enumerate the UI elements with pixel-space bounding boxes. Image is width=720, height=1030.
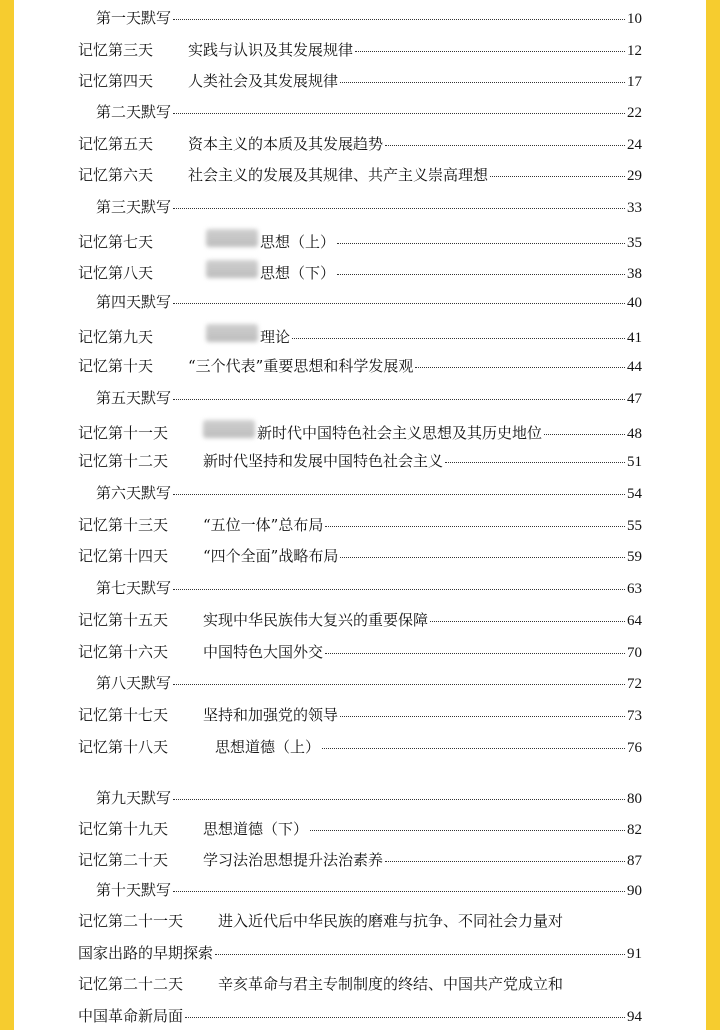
entry-title: 第三天默写	[96, 198, 172, 216]
redacted-block	[206, 324, 258, 342]
entry-day-label: 记忆第二十一天	[78, 912, 184, 930]
leader-dots	[185, 1017, 625, 1018]
toc-entry[interactable]	[78, 165, 642, 186]
entry-title: 资本主义的本质及其发展趋势	[188, 135, 384, 153]
leader-dots	[173, 303, 625, 304]
leader-dots	[430, 621, 625, 622]
page-number: 48	[627, 426, 642, 442]
entry-title-line2: 中国革命新局面	[78, 1007, 184, 1025]
entry-day-label: 记忆第四天	[78, 72, 154, 90]
toc-entry[interactable]	[78, 420, 642, 444]
page-number: 91	[627, 946, 642, 962]
toc-entry[interactable]	[78, 546, 642, 567]
leader-dots	[292, 338, 625, 339]
leader-dots	[215, 954, 625, 955]
page-number: 17	[627, 74, 642, 90]
page-number: 73	[627, 708, 642, 724]
toc-entry[interactable]	[78, 788, 642, 809]
toc-entry[interactable]	[78, 819, 642, 840]
toc-entry[interactable]	[78, 388, 642, 409]
toc-entry[interactable]	[78, 880, 642, 901]
entry-title: 新时代坚持和发展中国特色社会主义	[203, 452, 444, 470]
leader-dots	[337, 243, 625, 244]
leader-dots	[173, 19, 625, 20]
leader-dots	[173, 113, 625, 114]
toc-entry[interactable]	[78, 356, 642, 377]
entry-day-label: 记忆第八天	[78, 264, 154, 282]
leader-dots	[385, 145, 625, 146]
page-number: 63	[627, 581, 642, 597]
entry-day-label: 记忆第二十天	[78, 851, 169, 869]
page-number: 54	[627, 486, 642, 502]
toc-entry[interactable]	[78, 71, 642, 92]
redacted-block	[206, 229, 258, 247]
toc-entry[interactable]	[78, 229, 642, 253]
leader-dots	[544, 434, 625, 435]
entry-title: 思想（下）	[260, 264, 336, 282]
entry-title: 中国特色大国外交	[203, 643, 324, 661]
entry-title: 新时代中国特色社会主义思想及其历史地位	[257, 424, 543, 442]
right-accent-bar	[706, 0, 720, 1030]
entry-title: “四个全面”战略布局	[203, 547, 339, 565]
page-number: 44	[627, 359, 642, 375]
entry-title: 第七天默写	[96, 579, 172, 597]
left-accent-bar	[0, 0, 14, 1030]
toc-entry[interactable]	[78, 911, 642, 964]
toc-entry[interactable]	[78, 610, 642, 631]
entry-day-label: 记忆第十天	[78, 357, 154, 375]
entry-title: 人类社会及其发展规律	[188, 72, 339, 90]
leader-dots	[173, 684, 625, 685]
page-number: 70	[627, 645, 642, 661]
entry-title: 思想（上）	[260, 233, 336, 251]
entry-title: 坚持和加强党的领导	[203, 706, 339, 724]
toc-entry[interactable]	[78, 705, 642, 726]
entry-day-label: 记忆第十八天	[78, 738, 169, 756]
toc-entry[interactable]	[78, 737, 642, 758]
entry-day-label: 记忆第十九天	[78, 820, 169, 838]
page-number: 87	[627, 853, 642, 869]
leader-dots	[490, 176, 625, 177]
redacted-block	[206, 260, 258, 278]
entry-title: 思想道德（下）	[203, 820, 309, 838]
entry-day-label: 记忆第七天	[78, 233, 154, 251]
page-number: 35	[627, 235, 642, 251]
leader-dots	[340, 82, 625, 83]
page-number: 80	[627, 791, 642, 807]
page-number: 64	[627, 613, 642, 629]
entry-day-label: 记忆第三天	[78, 41, 154, 59]
page-number: 40	[627, 295, 642, 311]
entry-title: 第二天默写	[96, 103, 172, 121]
page-number: 76	[627, 740, 642, 756]
redacted-block	[203, 420, 255, 438]
entry-title: 实践与认识及其发展规律	[188, 41, 354, 59]
leader-dots	[415, 367, 625, 368]
entry-day-label: 记忆第十三天	[78, 516, 169, 534]
entry-title: 学习法治思想提升法治素养	[203, 851, 384, 869]
toc-entry[interactable]	[78, 642, 642, 663]
entry-title: 第六天默写	[96, 484, 172, 502]
toc-entry[interactable]	[78, 578, 642, 599]
page-number: 22	[627, 105, 642, 121]
page-number: 24	[627, 137, 642, 153]
entry-title: 第一天默写	[96, 9, 172, 27]
toc-entry[interactable]	[78, 483, 642, 504]
entry-title: 第十天默写	[96, 881, 172, 899]
toc-entry[interactable]	[78, 974, 642, 1027]
entry-title: 第四天默写	[96, 293, 172, 311]
page-number: 90	[627, 883, 642, 899]
entry-day-label: 记忆第二十二天	[78, 975, 184, 993]
leader-dots	[445, 462, 625, 463]
entry-day-label: 记忆第十七天	[78, 706, 169, 724]
page-number: 55	[627, 518, 642, 534]
leader-dots	[173, 891, 625, 892]
toc-entry[interactable]	[78, 102, 642, 123]
entry-title: 实现中华民族伟大复兴的重要保障	[203, 611, 429, 629]
entry-title: 理论	[260, 328, 291, 346]
entry-title: 第九天默写	[96, 789, 172, 807]
leader-dots	[173, 208, 625, 209]
entry-day-label: 记忆第十一天	[78, 424, 169, 442]
entry-title-line1: 进入近代后中华民族的磨难与抗争、不同社会力量对	[218, 912, 564, 930]
entry-day-label: 记忆第十四天	[78, 547, 169, 565]
leader-dots	[325, 526, 625, 527]
page-number: 41	[627, 330, 642, 346]
leader-dots	[173, 589, 625, 590]
toc-entry[interactable]	[78, 40, 642, 61]
toc-entry[interactable]	[78, 8, 642, 29]
entry-day-label: 记忆第六天	[78, 166, 154, 184]
page-number: 51	[627, 454, 642, 470]
leader-dots	[385, 861, 625, 862]
leader-dots	[310, 830, 625, 831]
page-number: 82	[627, 822, 642, 838]
toc-entry[interactable]	[78, 260, 642, 284]
entry-day-label: 记忆第九天	[78, 328, 154, 346]
leader-dots	[337, 274, 625, 275]
page-number: 38	[627, 266, 642, 282]
toc-entry[interactable]	[78, 515, 642, 536]
entry-day-label: 记忆第五天	[78, 135, 154, 153]
page-number: 59	[627, 549, 642, 565]
page-number: 12	[627, 43, 642, 59]
entry-title: “五位一体”总布局	[203, 516, 324, 534]
toc-entry[interactable]	[78, 324, 642, 348]
page-number: 72	[627, 676, 642, 692]
toc-entry[interactable]	[78, 197, 642, 218]
page-number: 29	[627, 168, 642, 184]
leader-dots	[173, 799, 625, 800]
entry-title-line2: 国家出路的早期探索	[78, 944, 214, 962]
toc-entry[interactable]	[78, 673, 642, 694]
page-number: 33	[627, 200, 642, 216]
toc-entry[interactable]	[78, 850, 642, 871]
toc-entry[interactable]	[78, 451, 642, 472]
entry-day-label: 记忆第十六天	[78, 643, 169, 661]
page-number: 47	[627, 391, 642, 407]
toc-entry[interactable]	[78, 292, 642, 313]
entry-title: 思想道德（上）	[215, 738, 321, 756]
entry-title: “三个代表”重要思想和科学发展观	[188, 357, 414, 375]
leader-dots	[173, 399, 625, 400]
leader-dots	[173, 494, 625, 495]
leader-dots	[322, 748, 625, 749]
leader-dots	[325, 653, 625, 654]
leader-dots	[355, 51, 625, 52]
entry-title-line1: 辛亥革命与君主专制制度的终结、中国共产党成立和	[218, 975, 564, 993]
page-number: 10	[627, 11, 642, 27]
leader-dots	[340, 557, 625, 558]
entry-day-label: 记忆第十五天	[78, 611, 169, 629]
page-number: 94	[627, 1009, 642, 1025]
entry-title: 社会主义的发展及其规律、共产主义崇高理想	[188, 166, 489, 184]
entry-title: 第八天默写	[96, 674, 172, 692]
leader-dots	[340, 716, 625, 717]
entry-day-label: 记忆第十二天	[78, 452, 169, 470]
toc-entry[interactable]	[78, 134, 642, 155]
entry-title: 第五天默写	[96, 389, 172, 407]
